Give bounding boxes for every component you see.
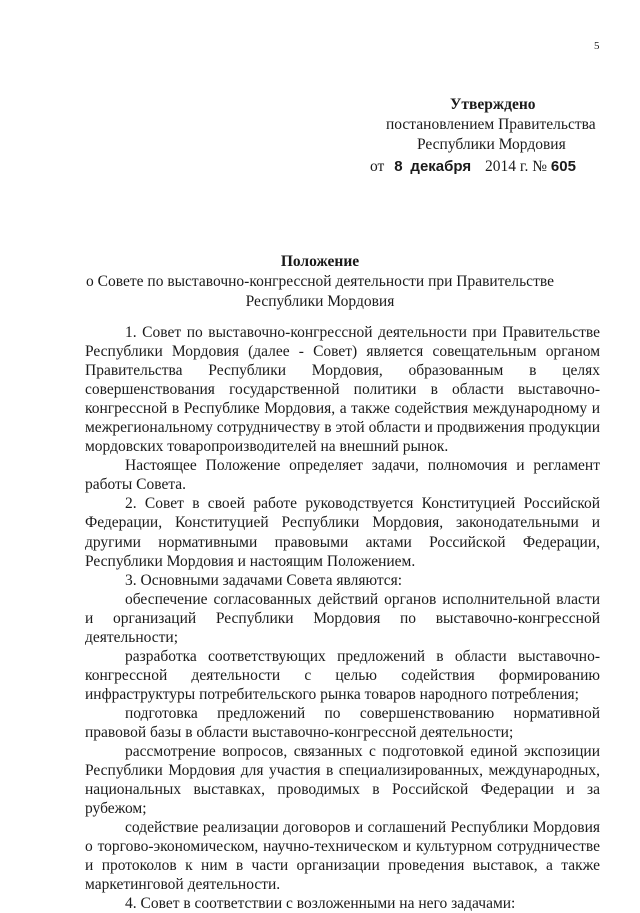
body-line: Федерации, Конституцией Республики Мордовия, законодательными и (85, 514, 600, 532)
date-day: 8 (394, 158, 403, 175)
approval-block (360, 95, 610, 177)
body-line: рассмотрение вопросов, связанных с подготовкой единой экспозиции (125, 743, 600, 761)
body-line: обеспечение согласованных действий органов исполнительной власти (125, 590, 600, 608)
body-line: Республики Мордовия для участия в специализированных, международных, (85, 762, 600, 780)
body-line: конгрессной в Республике Мордовия, а также содействия международному и (85, 400, 600, 418)
body-line: и организаций Республики Мордовия по выставочно-конгрессной (85, 609, 600, 627)
body-line: межрегиональному сотрудничеству в этой области и продвижения продукции (85, 419, 600, 437)
body-line: мордовских товаропроизводителей на внешний рынок. (85, 438, 449, 456)
body-line: маркетинговой деятельности. (85, 876, 281, 894)
body-line: 1. Совет по выставочно-конгрессной деятельности при Правительстве (125, 324, 600, 341)
document-number: 605 (550, 158, 576, 175)
body-line: 4. Совет в соответствии с возложенными на него задачами: (125, 895, 516, 913)
body-line: 2. Совет в своей работе руководствуется Конституцией Российской (125, 495, 600, 513)
subtitle-line: Республики Мордовия (245, 293, 395, 310)
body-line: Правительства Республики Мордовия, образованным в целях (85, 362, 600, 380)
body-line: национальных выставках, проводимых в Российской Федерации и за (85, 781, 600, 799)
body-line: совершенствования государственной политики в области выставочно- (85, 381, 600, 399)
body-line: о торгово-экономическом, научно-техническом и культурном сотрудничестве (85, 838, 600, 856)
document-subtitle (0, 272, 640, 312)
page-number: 5 (594, 40, 600, 52)
date-year: 2014 г. № (485, 158, 548, 175)
body-line: правовой базы в области выставочно-конгрессной деятельности; (85, 723, 514, 741)
body-line: рубежом; (85, 800, 147, 818)
body-line: подготовка предложений по совершенствованию нормативной (125, 704, 600, 722)
body-line: содействие реализации договоров и соглашений Республики Мордовия (125, 819, 600, 837)
body-line: Настоящее Положение определяет задачи, полномочия и регламент (125, 457, 600, 475)
document-title: Положение (280, 253, 360, 270)
republic-line: Республики Мордовия (417, 136, 566, 153)
date-month: декабря (410, 158, 472, 175)
body-line: инфраструктуры потребительского рынка товаров народного потребления; (85, 685, 579, 703)
body-line: конгрессной деятельности с целью содействия формированию (85, 666, 600, 684)
approval-date-line (360, 157, 610, 177)
approved-label: Утверждено (450, 96, 536, 113)
subtitle-line: о Совете по выставочно-конгрессной деятельности при Правительстве (86, 273, 554, 290)
body-line: работы Совета. (85, 476, 187, 494)
body-line: деятельности; (85, 628, 179, 646)
document-body (85, 323, 600, 913)
body-line: другими нормативными правовыми актами Российской Федерации, (85, 533, 600, 551)
date-prefix: от (370, 158, 385, 175)
body-line: 3. Основными задачами Совета являются: (125, 571, 403, 589)
body-line: и протоколов к ним в части организации проведения выставок, а также (85, 857, 600, 875)
body-line: разработка соответствующих предложений в области выставочно- (125, 647, 600, 665)
resolution-line: постановлением Правительства (386, 116, 596, 133)
body-line: Республики Мордовия и настоящим Положением. (85, 552, 416, 570)
body-line: Республики Мордовия (далее - Совет) является совещательным органом (85, 343, 600, 361)
